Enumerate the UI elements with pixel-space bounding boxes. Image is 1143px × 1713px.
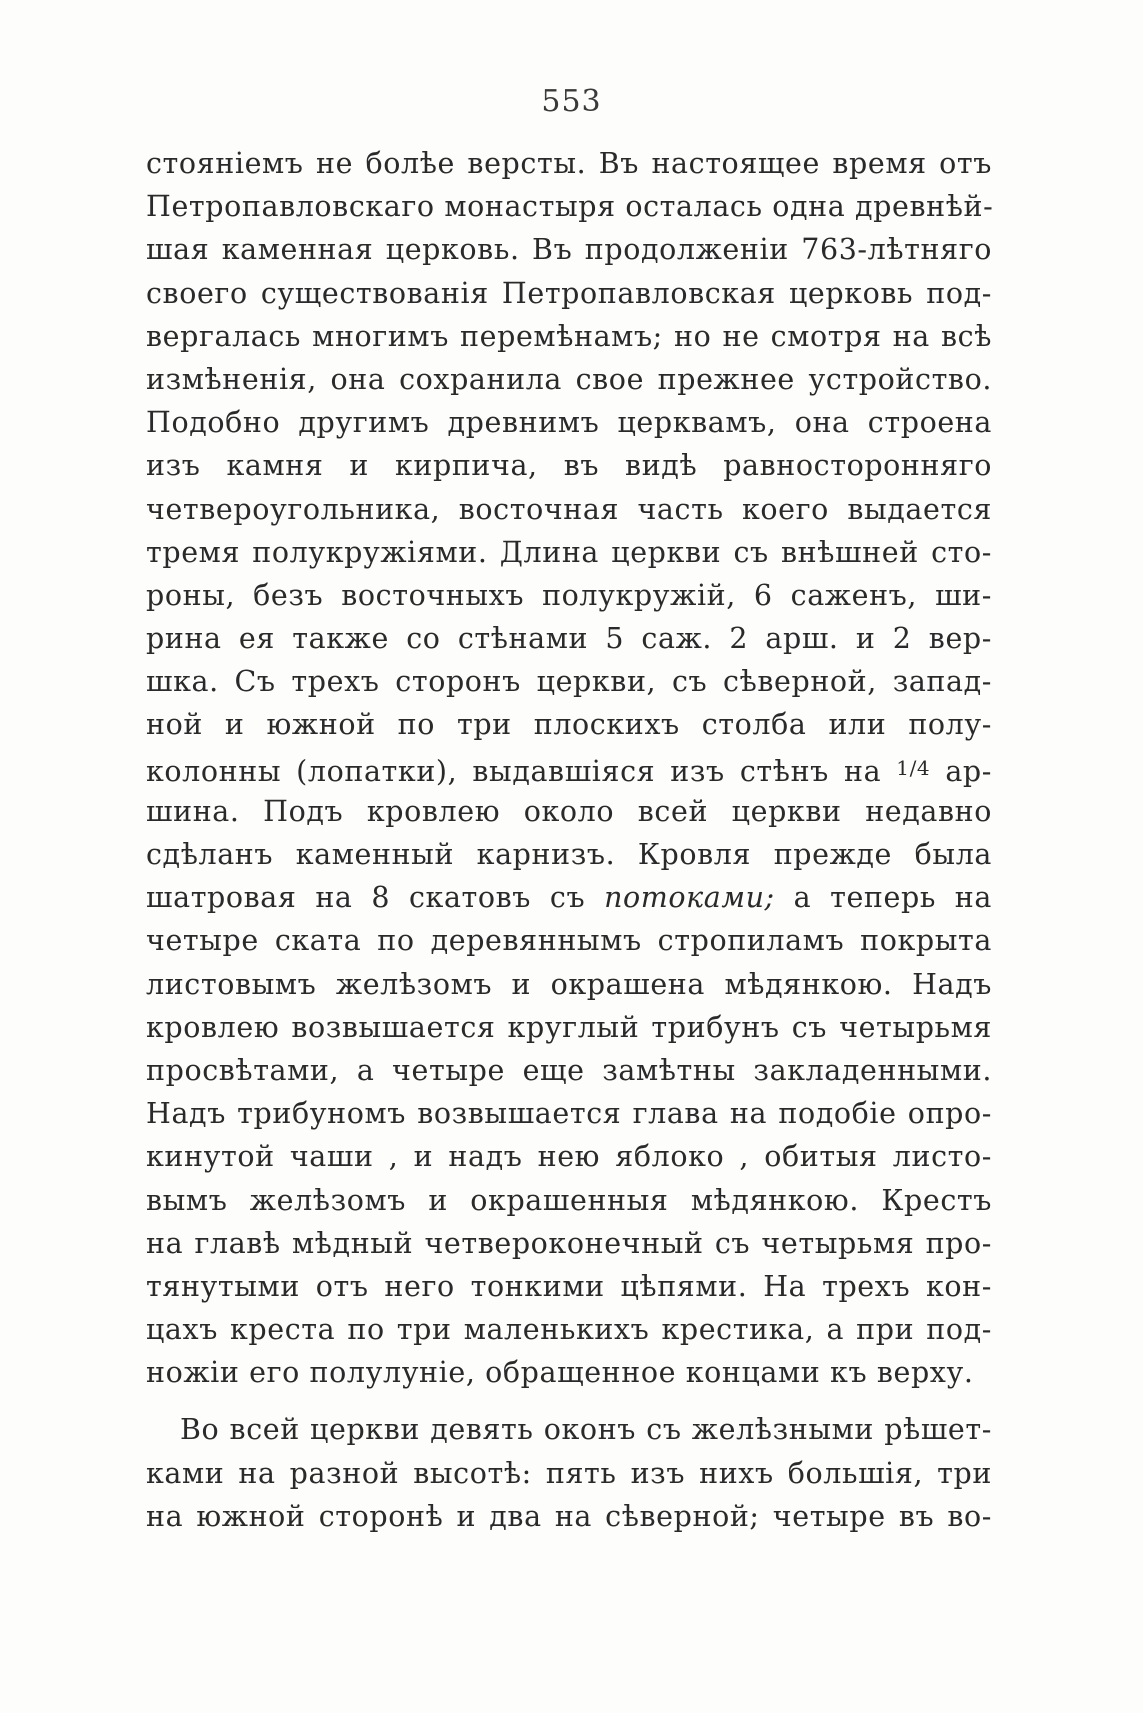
text-line: кровлею возвышается круглый трибунъ съ четырьмя xyxy=(146,1010,992,1044)
text-line: Во всей церкви девять оконъ съ желѣзными рѣшет- xyxy=(180,1413,992,1447)
fraction: 1/4 xyxy=(896,755,931,780)
text-line: вергалась многимъ перемѣнамъ; но не смотря на всѣ xyxy=(146,319,992,353)
text-line: кинутой чаши , и надъ нею яблоко , обитыя листо- xyxy=(146,1140,992,1174)
text-line: Подобно другимъ древнимъ церквамъ, она строена xyxy=(146,406,992,440)
text-line: листовымъ желѣзомъ и окрашена мѣдянкою. Надъ xyxy=(146,967,992,1001)
text-line: на южной сторонѣ и два на сѣверной; четыре въ во- xyxy=(146,1499,992,1533)
text-line: четыре ската по деревяннымъ стропиламъ покрыта xyxy=(146,924,992,958)
text-segment: ар- xyxy=(930,754,992,788)
text-line: шина. Подъ кровлею около всей церкви недавно xyxy=(146,794,992,828)
text-line: четвероугольника, восточная часть коего выдается xyxy=(146,492,992,526)
paragraph-1 xyxy=(146,142,992,1394)
text-line: шая каменная церковь. Въ продолженіи 763-лѣтняго xyxy=(146,233,992,267)
text-line: изъ камня и кирпича, въ видѣ равносторонняго xyxy=(146,449,992,483)
text-line: шка. Съ трехъ сторонъ церкви, съ сѣверной, запад- xyxy=(146,665,992,699)
italic-term: потоками; xyxy=(604,881,775,915)
text-line: рина ея также со стѣнами 5 саж. 2 арш. и 2 вер- xyxy=(146,622,992,656)
text-line: просвѣтами, а четыре еще замѣтны закладенными. xyxy=(146,1053,992,1087)
text-line: на главѣ мѣдный четвероконечный съ четырьмя про- xyxy=(146,1226,992,1260)
paragraph-2 xyxy=(146,1408,992,1538)
text-line: вымъ желѣзомъ и окрашенныя мѣдянкою. Крестъ xyxy=(146,1183,992,1217)
text-segment: колонны (лопатки), выдавшіяся изъ стѣнъ на xyxy=(146,754,897,788)
text-line: ной и южной по три плоскихъ столба или полу- xyxy=(146,708,992,742)
text-line-with-italic xyxy=(146,876,992,919)
text-line: тянутыми отъ него тонкими цѣпями. На трехъ кон- xyxy=(146,1269,992,1303)
text-line: стояніемъ не болѣе версты. Въ настоящее время отъ xyxy=(146,147,992,180)
page-number: 553 xyxy=(541,84,602,119)
text-line: сдѣланъ каменный карнизъ. Кровля прежде была xyxy=(146,838,992,871)
text-segment: шатровая на 8 скатовъ съ xyxy=(146,881,605,915)
text-line: измѣненія, она сохранила свое прежнее устройство. xyxy=(146,362,992,396)
body-text xyxy=(146,142,992,1538)
text-line-with-fraction xyxy=(146,747,992,790)
text-line: цахъ креста по три маленькихъ крестика, а при под- xyxy=(146,1313,992,1347)
text-line: тремя полукружіями. Длина церкви съ внѣшней сто- xyxy=(146,535,992,569)
text-line: ножіи его полулуніе, обращенное концами къ верху. xyxy=(146,1356,974,1390)
text-line: роны, безъ восточныхъ полукружій, 6 саженъ, ши- xyxy=(146,578,992,612)
text-line: Надъ трибуномъ возвышается глава на подобіе опро- xyxy=(146,1097,992,1131)
text-line: ками на разной высотѣ: пять изъ нихъ большія, три xyxy=(146,1456,992,1490)
text-line: Петропавловскаго монастыря осталась одна древнѣй- xyxy=(146,190,994,224)
text-segment: а теперь на xyxy=(774,881,992,915)
text-line: своего существованія Петропавловская церковь под- xyxy=(146,276,992,310)
paragraph-gap xyxy=(146,1394,992,1408)
